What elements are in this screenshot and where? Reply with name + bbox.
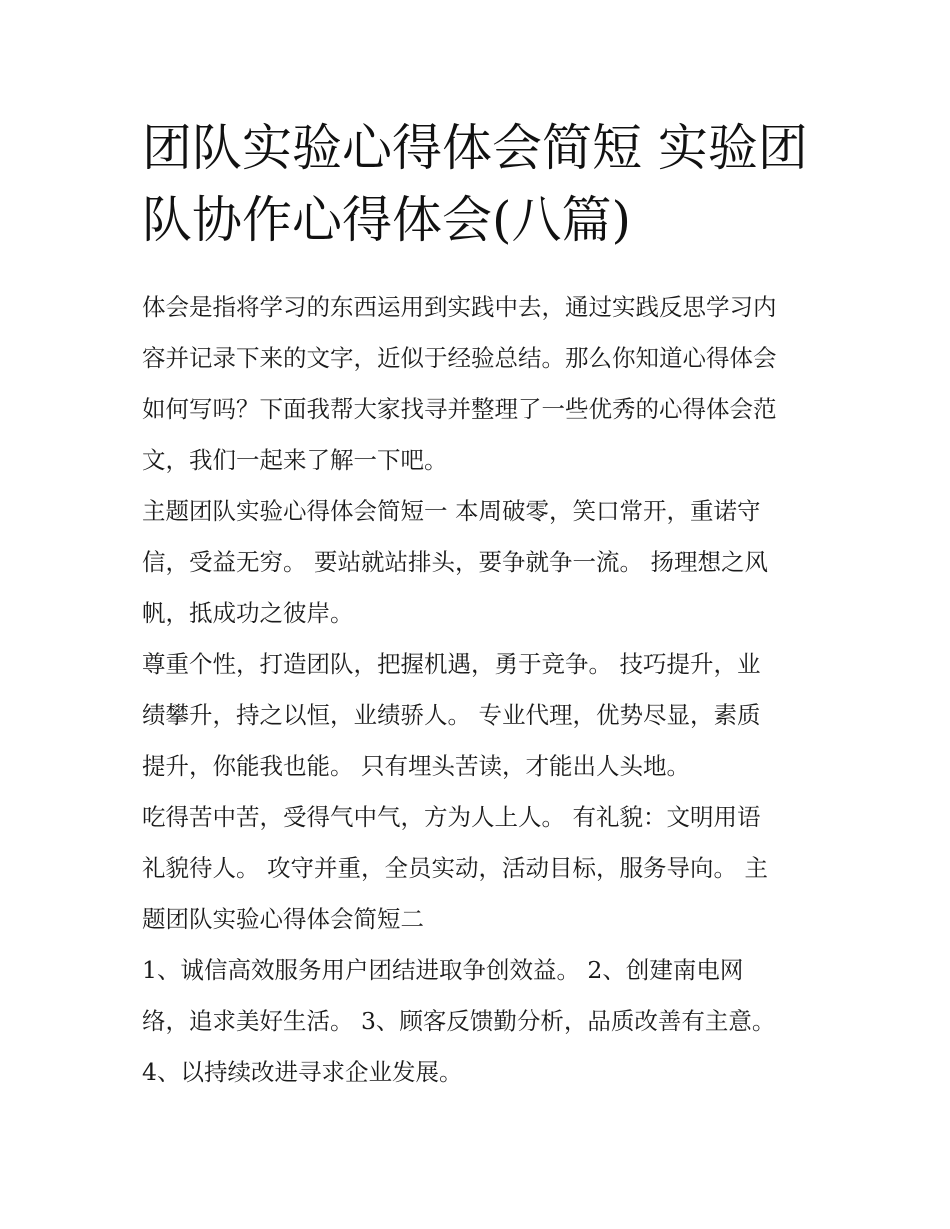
text-line: 吃得苦中苦，受得气中气，方为人上人。 有礼貌：文明用语: [142, 803, 761, 831]
text-line: 礼貌待人。 攻守并重，全员实动，活动目标，服务导向。 主: [142, 854, 768, 882]
text-line: 帆，抵成功之彼岸。: [142, 599, 354, 627]
text-line: 主题团队实验心得体会简短一 本周破零，笑口常开，重诺守: [142, 497, 761, 525]
text-line: 信，受益无穷。 要站就站排头，要争就争一流。 扬理想之风: [142, 548, 768, 576]
document-title: [142, 112, 822, 256]
text-line: 容并记录下来的文字，近似于经验总结。那么你知道心得体会: [142, 344, 777, 372]
text-line: 尊重个性，打造团队，把握机遇，勇于竞争。 技巧提升，业: [142, 650, 761, 678]
text-line: 体会是指将学习的东西运用到实践中去，通过实践反思学习内: [142, 293, 777, 321]
text-line: 文，我们一起来了解一下吧。: [142, 446, 448, 474]
text-line: 提升，你能我也能。 只有埋头苦读，才能出人头地。: [142, 752, 690, 780]
paragraph-intro: [142, 282, 832, 486]
paragraph-slogans-b: [142, 792, 832, 945]
title-line: 团队实验心得体会简短 实验团: [142, 119, 808, 177]
document-body: [142, 282, 832, 1098]
text-line: 绩攀升，持之以恒，业绩骄人。 专业代理，优势尽显，素质: [142, 701, 761, 729]
paragraph-section-one: [142, 486, 832, 639]
text-line: 题团队实验心得体会简短二: [142, 905, 424, 933]
paragraph-slogans-a: [142, 639, 832, 792]
text-line: 络，追求美好生活。 3、顾客反馈勤分析，品质改善有主意。: [142, 1007, 776, 1035]
text-line: 1、诚信高效服务用户团结进取争创效益。 2、创建南电网: [142, 956, 744, 984]
title-line: 队协作心得体会(八篇): [142, 191, 632, 249]
text-line: 如何写吗？下面我帮大家找寻并整理了一些优秀的心得体会范: [142, 395, 777, 423]
paragraph-numbered-list: [142, 945, 832, 1098]
text-line: 4、以持续改进寻求企业发展。: [142, 1058, 463, 1086]
